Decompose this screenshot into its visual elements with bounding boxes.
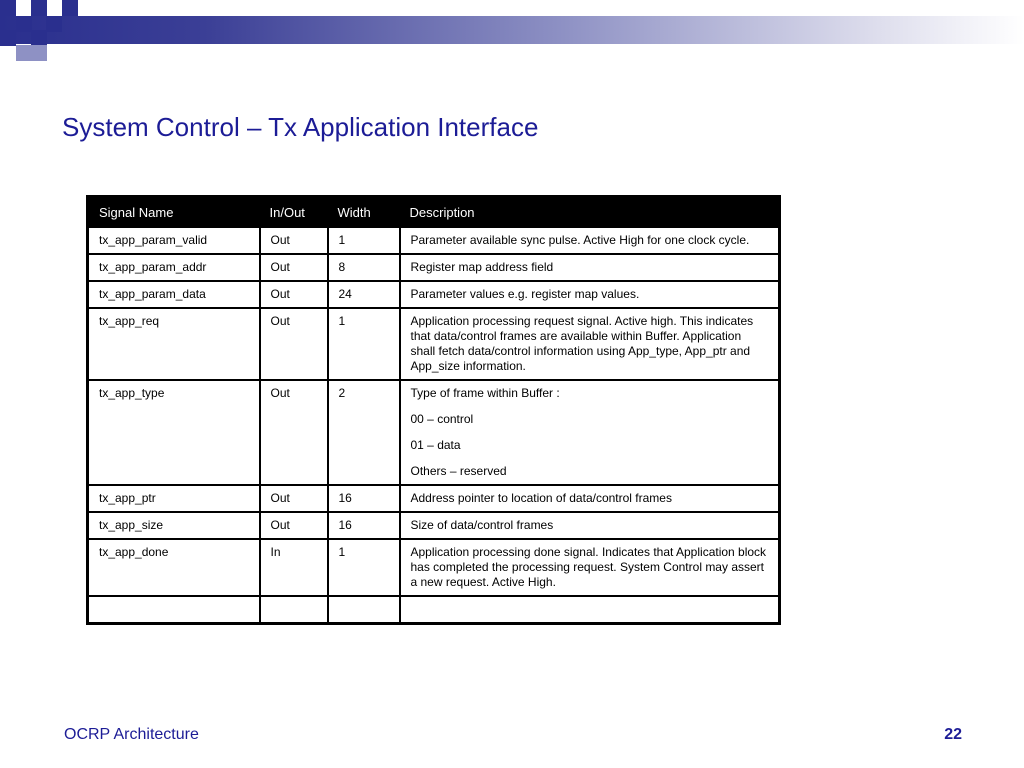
table-row bbox=[88, 380, 780, 485]
cell-direction: Out bbox=[260, 308, 328, 380]
table-row-empty bbox=[88, 596, 780, 624]
footer-title: OCRP Architecture bbox=[64, 726, 199, 743]
header-in-out: In/Out bbox=[260, 197, 328, 228]
cell-signal-name: tx_app_param_data bbox=[88, 281, 260, 308]
cell-direction: Out bbox=[260, 281, 328, 308]
table-header-row bbox=[88, 197, 780, 228]
table-row bbox=[88, 308, 780, 380]
cell-width: 1 bbox=[328, 308, 400, 380]
table-row bbox=[88, 539, 780, 596]
cell-width: 1 bbox=[328, 227, 400, 254]
cell-width: 2 bbox=[328, 380, 400, 485]
header-description: Description bbox=[400, 197, 780, 228]
cell-signal-name: tx_app_type bbox=[88, 380, 260, 485]
table-row bbox=[88, 281, 780, 308]
cell-description: Application processing request signal. Active high. This indicates that data/control frames are available within Buffer. Application shall fetch data/control information using App_type, App_ptr and App_size information. bbox=[400, 308, 780, 380]
cell-direction: Out bbox=[260, 512, 328, 539]
cell-signal-name: tx_app_ptr bbox=[88, 485, 260, 512]
cell-description: Parameter values e.g. register map values. bbox=[400, 281, 780, 308]
cell-direction: Out bbox=[260, 380, 328, 485]
cell-width: 16 bbox=[328, 512, 400, 539]
cell-width: 8 bbox=[328, 254, 400, 281]
cell-description: Address pointer to location of data/control frames bbox=[400, 485, 780, 512]
slide-title: System Control – Tx Application Interface bbox=[62, 112, 539, 142]
cell-direction: Out bbox=[260, 227, 328, 254]
cell-direction: In bbox=[260, 539, 328, 596]
cell-description: Type of frame within Buffer : 00 – control 01 – data Others – reserved bbox=[400, 380, 780, 485]
cell-width: 16 bbox=[328, 485, 400, 512]
cell-direction: Out bbox=[260, 254, 328, 281]
header-gradient-band bbox=[0, 16, 1024, 44]
table-row bbox=[88, 485, 780, 512]
cell-signal-name: tx_app_size bbox=[88, 512, 260, 539]
header-signal-name: Signal Name bbox=[88, 197, 260, 228]
cell-signal-name: tx_app_req bbox=[88, 308, 260, 380]
cell-signal-name: tx_app_param_addr bbox=[88, 254, 260, 281]
table-row bbox=[88, 512, 780, 539]
header-width: Width bbox=[328, 197, 400, 228]
cell-description: Application processing done signal. Indicates that Application block has completed the processing request. System Control may assert a new request. Active High. bbox=[400, 539, 780, 596]
cell-direction: Out bbox=[260, 485, 328, 512]
page-number: 22 bbox=[944, 726, 962, 743]
cell-signal-name: tx_app_done bbox=[88, 539, 260, 596]
table-row bbox=[88, 254, 780, 281]
cell-signal-name: tx_app_param_valid bbox=[88, 227, 260, 254]
cell-width: 24 bbox=[328, 281, 400, 308]
signal-table bbox=[86, 195, 781, 625]
cell-width: 1 bbox=[328, 539, 400, 596]
cell-description: Register map address field bbox=[400, 254, 780, 281]
table-row bbox=[88, 227, 780, 254]
cell-description: Size of data/control frames bbox=[400, 512, 780, 539]
cell-description: Parameter available sync pulse. Active High for one clock cycle. bbox=[400, 227, 780, 254]
